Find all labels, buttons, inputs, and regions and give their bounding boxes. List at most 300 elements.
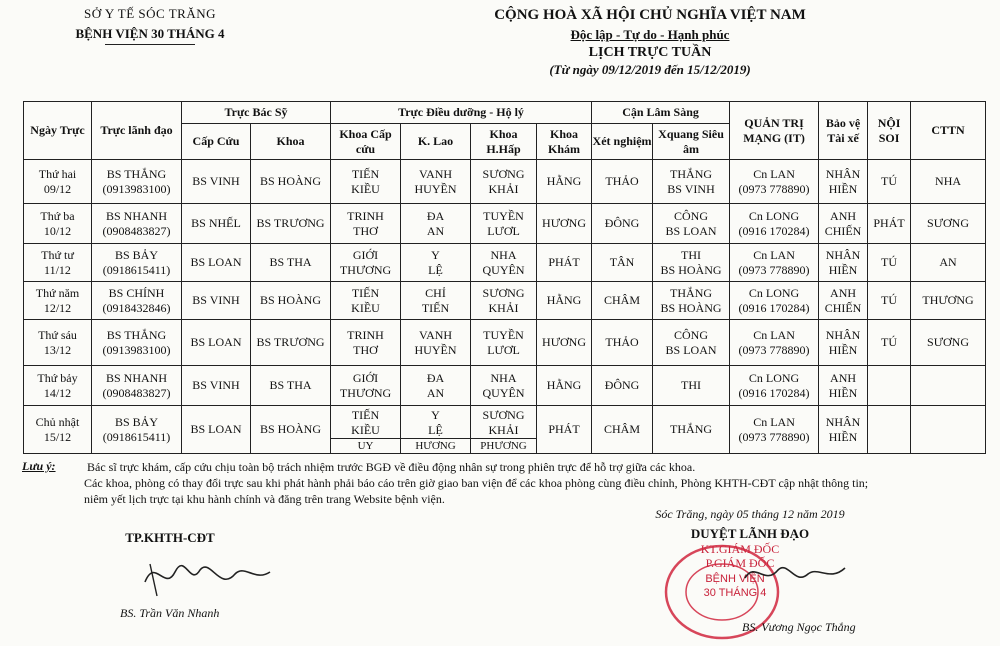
cttn-cell [911, 282, 986, 320]
xet-nghiem-cell-line: TÂN [609, 255, 635, 269]
leader-cell-line: (0918615411) [102, 262, 171, 277]
kham-cell [537, 282, 592, 320]
bao-ve-cell-line: HIỀN [828, 429, 858, 444]
dd-cap-cuu-cell-line: TIẾN [351, 166, 380, 181]
xet-nghiem-cell [592, 320, 653, 366]
xquang-cell [653, 244, 730, 282]
kham-cell [537, 204, 592, 244]
day-cell [24, 406, 92, 454]
day-cell-line: 12/12 [43, 300, 72, 315]
noi-soi-cell [868, 244, 911, 282]
org-header [30, 4, 270, 45]
col-khoa-cap-cuu: Khoa Cấp cứu [331, 124, 401, 160]
day-cell [24, 320, 92, 366]
it-cell [730, 406, 819, 454]
khoa-cell [251, 320, 331, 366]
k-lao-cell-line: AN [426, 385, 445, 400]
col-cap-cuu: Cấp Cứu [182, 124, 251, 160]
k-lao-cell-line: VANH [418, 166, 453, 181]
leader-cell-line: (0908483827) [102, 223, 171, 238]
it-cell-line: Cn LONG [748, 208, 800, 223]
bao-ve-cell [819, 366, 868, 406]
dd-cap-cuu-cell [331, 366, 401, 406]
cap-cuu-cell-line: BS VINH [192, 293, 240, 307]
day-cell-line: Thứ sáu [38, 327, 77, 342]
cap-cuu-cell [182, 160, 251, 204]
cttn-cell-line: SƯƠNG [927, 216, 970, 230]
noi-soi-cell-line: TÚ [881, 255, 898, 269]
khoa-cell-line: BS HOÀNG [260, 422, 322, 436]
it-cell [730, 320, 819, 366]
day-cell-line: 15/12 [43, 429, 72, 444]
it-cell-line: Cn LAN [753, 327, 795, 342]
noi-soi-cell [868, 406, 911, 454]
table-row [24, 320, 986, 366]
k-lao-cell [401, 320, 471, 366]
xet-nghiem-cell-line: ĐÔNG [604, 216, 640, 230]
leader-cell-line: BS NHANH [105, 370, 167, 385]
h-hap-cell-line: TUYỀN [483, 327, 524, 342]
col-quan-tri-mang: QUẢN TRỊ MẠNG (IT) [730, 102, 819, 160]
day-cell-line: Thứ tư [41, 247, 74, 262]
noi-soi-cell-line: TÚ [881, 174, 898, 188]
noi-soi-cell-line: PHÁT [873, 216, 905, 230]
col-ngay-truc: Ngày Trực [24, 102, 92, 160]
h-hap-cell-line: SƯƠNG [482, 408, 525, 422]
h-hap-cell [471, 282, 537, 320]
leader-cell-line: BS THẮNG [106, 327, 167, 342]
k-lao-cell-line: ĐA [426, 208, 445, 223]
bao-ve-cell [819, 244, 868, 282]
k-lao-cell-line: AN [426, 223, 445, 238]
note-line-3: niêm yết lịch trực tại khu hành chính và đăng trên trang Website bệnh viện. [84, 492, 445, 506]
group-dieu-duong: Trực Điều dưỡng - Hộ lý [331, 102, 592, 124]
kham-cell-line: HƯƠNG [542, 216, 587, 230]
h-hap-cell-line: SƯƠNG [482, 285, 525, 300]
table-row [24, 160, 986, 204]
xet-nghiem-cell [592, 366, 653, 406]
leader-cell [92, 320, 182, 366]
cttn-cell [911, 244, 986, 282]
day-cell-line: 13/12 [43, 342, 72, 357]
h-hap-cell [471, 320, 537, 366]
xet-nghiem-cell [592, 204, 653, 244]
kham-cell [537, 366, 592, 406]
it-cell-line: (0973 778890) [738, 262, 810, 277]
table-row [24, 406, 986, 454]
dd-cap-cuu-cell-line: THƠ [353, 223, 378, 238]
k-lao-cell-line: CHỈ [425, 285, 446, 300]
xquang-cell [653, 282, 730, 320]
day-cell-line: 11/12 [44, 262, 71, 277]
khoa-cell [251, 244, 331, 282]
col-truc-lanh-dao: Trực lãnh đạo [92, 102, 182, 160]
dd-cap-cuu-cell-line: TIẾN [351, 408, 380, 422]
k-lao-cell-line: VANH [418, 327, 453, 342]
xquang-cell-line: THẮNG [670, 285, 713, 300]
day-cell-line: Chủ nhật [35, 414, 80, 429]
h-hap-cell [471, 160, 537, 204]
it-cell-line: (0973 778890) [738, 342, 810, 357]
dd-cap-cuu-cell-line: GIỚI [352, 370, 379, 385]
kham-cell-line: HẰNG [546, 378, 582, 392]
khoa-cell-line: BS THA [269, 255, 312, 269]
noi-soi-cell [868, 204, 911, 244]
k-lao-cell-line: LỆ [428, 262, 443, 277]
xet-nghiem-cell [592, 282, 653, 320]
dd-cap-cuu-cell-line: TRINH [347, 208, 384, 223]
leader-cell [92, 160, 182, 204]
cttn-cell [911, 320, 986, 366]
table-row [24, 204, 986, 244]
left-signature-image [135, 552, 275, 600]
xquang-cell-line: THẮNG [670, 422, 713, 436]
leader-cell-line: (0913983100) [102, 342, 171, 357]
xquang-cell [653, 406, 730, 454]
cap-cuu-cell [182, 320, 251, 366]
kham-cell [537, 244, 592, 282]
leader-cell-line: (0918615411) [102, 429, 171, 444]
bao-ve-cell-line: ANH [830, 285, 857, 300]
nation-title: CỘNG HOÀ XÃ HỘI CHỦ NGHĨA VIỆT NAM [494, 7, 806, 23]
dd-cap-cuu-cell-line: THƯƠNG [339, 385, 392, 400]
it-cell [730, 160, 819, 204]
xet-nghiem-cell-line: THẢO [605, 174, 639, 188]
h-hap-cell-line: KHẢI [488, 300, 519, 315]
dd-cap-cuu-cell-line: THƠ [353, 342, 378, 357]
cttn-cell-line: AN [939, 255, 957, 269]
h-hap-cell-line: LƯƠL [487, 223, 520, 238]
xet-nghiem-cell-line: ĐÔNG [604, 378, 640, 392]
day-cell [24, 160, 92, 204]
leader-cell-line: (0918432846) [102, 300, 171, 315]
dd-cap-cuu-cell [331, 406, 401, 454]
khoa-cell-line: BS HOÀNG [260, 174, 322, 188]
k-lao-cell-line: ĐA [426, 370, 445, 385]
it-cell-line: Cn LONG [748, 370, 800, 385]
cap-cuu-cell-line: BS NHẾL [191, 216, 241, 230]
khoa-cell [251, 204, 331, 244]
xet-nghiem-cell-line: CHÂM [604, 422, 641, 436]
it-cell [730, 244, 819, 282]
bao-ve-cell [819, 406, 868, 454]
it-cell [730, 366, 819, 406]
leader-cell [92, 204, 182, 244]
dd-cap-cuu-cell [331, 282, 401, 320]
h-hap-cell-line: QUYÊN [482, 385, 525, 400]
cap-cuu-cell-line: BS LOAN [190, 255, 242, 269]
xquang-cell-line: BS LOAN [665, 223, 717, 238]
group-can-lam-sang: Cận Lâm Sàng [592, 102, 730, 124]
day-cell [24, 244, 92, 282]
h-hap-cell [471, 406, 537, 454]
bao-ve-cell [819, 282, 868, 320]
xquang-cell-line: CÔNG [674, 208, 709, 223]
xet-nghiem-cell-line: THẢO [605, 335, 639, 349]
it-cell-line: (0973 778890) [738, 181, 810, 196]
it-cell-line: (0973 778890) [738, 429, 810, 444]
cap-cuu-cell [182, 366, 251, 406]
cttn-cell-line: THƯƠNG [922, 293, 974, 307]
khoa-cell-line: BS HOÀNG [260, 293, 322, 307]
nation-header [430, 4, 870, 78]
col-noi-soi: NỘI SOI [868, 102, 911, 160]
cttn-cell-line: NHA [935, 174, 962, 188]
left-sign-title: TP.KHTH-CĐT [125, 530, 215, 545]
khoa-cell-line: BS THA [269, 378, 312, 392]
col-khoa: Khoa [251, 124, 331, 160]
kham-cell [537, 406, 592, 454]
bao-ve-cell [819, 204, 868, 244]
xet-nghiem-cell [592, 160, 653, 204]
k-lao-cell-line: Y [431, 247, 440, 262]
duty-schedule-table [23, 101, 986, 454]
kham-cell-line: HƯƠNG [542, 335, 587, 349]
kham-cell [537, 160, 592, 204]
khoa-cell [251, 366, 331, 406]
k-lao-cell-line: LỆ [428, 423, 443, 437]
col-xquang: Xquang Siêu âm [653, 124, 730, 160]
noi-soi-cell [868, 320, 911, 366]
sub-shift-cell: PHƯƠNG [471, 438, 536, 453]
it-cell-line: (0916 170284) [738, 300, 810, 315]
cttn-cell [911, 160, 986, 204]
day-cell-line: Thứ năm [35, 285, 80, 300]
day-cell-line: 09/12 [43, 181, 72, 196]
sub-shift-cell: HƯƠNG [401, 438, 470, 453]
cap-cuu-cell-line: BS LOAN [190, 422, 242, 436]
bao-ve-cell [819, 160, 868, 204]
leader-cell-line: BS BẢY [114, 414, 158, 429]
it-cell-line: Cn LAN [753, 414, 795, 429]
dd-cap-cuu-cell [331, 160, 401, 204]
khoa-cell-line: BS TRƯƠNG [256, 335, 325, 349]
kham-cell-line: HẰNG [546, 174, 582, 188]
h-hap-cell-line: NHA [490, 370, 517, 385]
group-bac-sy: Trực Bác Sỹ [182, 102, 331, 124]
org-hospital: BỆNH VIỆN 30 THÁNG 4 [75, 26, 225, 41]
k-lao-cell-line: TIẾN [421, 300, 450, 315]
xquang-cell [653, 160, 730, 204]
h-hap-cell [471, 244, 537, 282]
date-range: (Từ ngày 09/12/2019 đến 15/12/2019) [549, 62, 751, 77]
h-hap-cell-line: KHẢI [488, 181, 519, 196]
table-row [24, 244, 986, 282]
k-lao-cell-line: HUYỀN [414, 342, 457, 357]
leader-cell-line: BS CHÍNH [108, 285, 165, 300]
k-lao-cell [401, 160, 471, 204]
bao-ve-cell-line: HIỀN [828, 385, 858, 400]
bao-ve-cell-line: ANH [830, 208, 857, 223]
khoa-cell [251, 282, 331, 320]
xquang-cell-line: BS HOÀNG [660, 300, 722, 315]
day-cell [24, 366, 92, 406]
xet-nghiem-cell-line: CHÂM [604, 293, 641, 307]
note-line-2: Các khoa, phòng có thay đổi trực sau khi phát hành phải báo cáo trên giờ giao ban viện để các khoa phòng cùng điều chỉnh, Phòng KHTH-CĐT cập nhật thông tin; [84, 476, 869, 490]
table-row [24, 366, 986, 406]
right-sign-title: DUYỆT LÃNH ĐẠO [690, 526, 810, 541]
header-row-groups [24, 102, 986, 124]
col-khoa-h-hap: Khoa H.Hấp [471, 124, 537, 160]
noi-soi-cell-line: TÚ [881, 335, 898, 349]
cap-cuu-cell-line: BS VINH [192, 174, 240, 188]
kham-cell-line: PHÁT [548, 422, 580, 436]
right-sign-sub1: KT.GIÁM ĐỐC [700, 542, 780, 556]
it-cell-line: (0916 170284) [738, 385, 810, 400]
khoa-cell [251, 406, 331, 454]
col-xet-nghiem: Xét nghiệm [592, 124, 653, 160]
stamp-line-2: 30 THÁNG 4 [703, 587, 767, 599]
org-dept: SỞ Y TẾ SÓC TRĂNG [83, 6, 217, 21]
col-bao-ve: Bảo vệ Tài xế [819, 102, 868, 160]
day-cell-line: 10/12 [43, 223, 72, 238]
kham-cell-line: PHÁT [548, 255, 580, 269]
leader-cell-line: (0913983100) [102, 181, 171, 196]
stamp-line-1: BỆNH VIỆN [705, 573, 765, 585]
col-khoa-kham: Khoa Khám [537, 124, 592, 160]
khoa-cell-line: BS TRƯƠNG [256, 216, 325, 230]
leader-cell-line: BS BẢY [114, 247, 158, 262]
h-hap-cell-line: LƯƠL [487, 342, 520, 357]
h-hap-cell-line: TUYỀN [483, 208, 524, 223]
leader-cell-line: (0908483827) [102, 385, 171, 400]
bao-ve-cell [819, 320, 868, 366]
noi-soi-cell [868, 282, 911, 320]
bao-ve-cell-line: HIỀN [828, 262, 858, 277]
kham-cell [537, 320, 592, 366]
day-cell [24, 204, 92, 244]
leader-cell-line: BS NHANH [105, 208, 167, 223]
it-cell [730, 282, 819, 320]
h-hap-cell-line: NHA [490, 247, 517, 262]
cap-cuu-cell [182, 282, 251, 320]
it-cell-line: Cn LONG [748, 285, 800, 300]
col-k-lao: K. Lao [401, 124, 471, 160]
notes-label: Lưu ý: [22, 459, 56, 473]
kham-cell-line: HẰNG [546, 293, 582, 307]
col-cttn: CTTN [911, 102, 986, 160]
note-line-1: Bác sĩ trực khám, cấp cứu chịu toàn bộ trách nhiệm trước BGĐ về điều động nhân sự trong phiên trực để hỗ trợ giữa các khoa. [87, 460, 696, 474]
dd-cap-cuu-cell-line: THƯƠNG [339, 262, 392, 277]
it-cell [730, 204, 819, 244]
day-cell-line: Thứ ba [40, 208, 75, 223]
cttn-cell [911, 204, 986, 244]
dd-cap-cuu-cell [331, 320, 401, 366]
k-lao-cell-line: Y [431, 408, 440, 422]
xquang-cell [653, 320, 730, 366]
k-lao-cell [401, 406, 471, 454]
leader-cell [92, 282, 182, 320]
xet-nghiem-cell [592, 244, 653, 282]
cap-cuu-cell-line: BS VINH [192, 378, 240, 392]
right-signature-image [740, 556, 850, 592]
xquang-cell-line: THẮNG [670, 166, 713, 181]
leader-cell [92, 366, 182, 406]
cap-cuu-cell [182, 406, 251, 454]
schedule-body [24, 160, 986, 454]
sub-shift-cell: UY [331, 438, 400, 453]
xquang-cell [653, 204, 730, 244]
cttn-cell-line: SƯƠNG [927, 335, 970, 349]
dd-cap-cuu-cell [331, 244, 401, 282]
dd-cap-cuu-cell [331, 204, 401, 244]
k-lao-cell [401, 366, 471, 406]
day-cell-line: Thứ hai [38, 166, 77, 181]
org-underline [105, 44, 195, 45]
noi-soi-cell [868, 366, 911, 406]
leader-cell [92, 244, 182, 282]
day-cell-line: 14/12 [43, 385, 72, 400]
page-title: LỊCH TRỰC TUẦN [588, 45, 712, 60]
cap-cuu-cell [182, 244, 251, 282]
xquang-cell-line: THI [681, 247, 702, 262]
xquang-cell-line: BS VINH [667, 181, 715, 196]
khoa-cell [251, 160, 331, 204]
bao-ve-cell-line: ANH [830, 370, 857, 385]
dd-cap-cuu-cell-line: TRINH [347, 327, 384, 342]
cap-cuu-cell [182, 204, 251, 244]
xquang-cell-line: BS LOAN [665, 342, 717, 357]
h-hap-cell-line: KHẢI [488, 423, 519, 437]
leader-cell [92, 406, 182, 454]
h-hap-cell-line: QUYÊN [482, 262, 525, 277]
day-cell [24, 282, 92, 320]
dd-cap-cuu-cell-line: TIẾN [351, 285, 380, 300]
xquang-cell-line: THI [681, 378, 702, 392]
cap-cuu-cell-line: BS LOAN [190, 335, 242, 349]
k-lao-cell [401, 282, 471, 320]
dd-cap-cuu-cell-line: KIỀU [351, 300, 380, 315]
leader-cell-line: BS THẮNG [106, 166, 167, 181]
xquang-cell [653, 366, 730, 406]
day-cell-line: Thứ bảy [37, 370, 78, 385]
right-signer-name: BS. Vương Ngọc Thắng [742, 620, 856, 634]
place-date: Sóc Trăng, ngày 05 tháng 12 năm 2019 [655, 507, 845, 521]
cttn-cell [911, 406, 986, 454]
dd-cap-cuu-cell-line: KIỀU [351, 423, 380, 437]
it-cell-line: (0916 170284) [738, 223, 810, 238]
bao-ve-cell-line: NHÂN [825, 327, 861, 342]
bao-ve-cell-line: NHÂN [825, 247, 861, 262]
noi-soi-cell [868, 160, 911, 204]
cttn-cell [911, 366, 986, 406]
h-hap-cell [471, 204, 537, 244]
it-cell-line: Cn LAN [753, 166, 795, 181]
dd-cap-cuu-cell-line: KIỀU [351, 181, 380, 196]
bao-ve-cell-line: CHIẾN [824, 223, 862, 238]
bao-ve-cell-line: HIỀN [828, 181, 858, 196]
h-hap-cell [471, 366, 537, 406]
h-hap-cell-line: SƯƠNG [482, 166, 525, 181]
left-signer-name: BS. Trần Văn Nhanh [120, 606, 220, 620]
k-lao-cell [401, 204, 471, 244]
bao-ve-cell-line: NHÂN [825, 166, 861, 181]
bao-ve-cell-line: HIỀN [828, 342, 858, 357]
it-cell-line: Cn LAN [753, 247, 795, 262]
k-lao-cell-line: HUYỀN [414, 181, 457, 196]
dd-cap-cuu-cell-line: GIỚI [352, 247, 379, 262]
xquang-cell-line: BS HOÀNG [660, 262, 722, 277]
bao-ve-cell-line: NHÂN [825, 414, 861, 429]
noi-soi-cell-line: TÚ [881, 293, 898, 307]
right-sign-sub2: P.GIÁM ĐỐC [705, 556, 775, 570]
xet-nghiem-cell [592, 406, 653, 454]
k-lao-cell [401, 244, 471, 282]
nation-motto: Độc lập - Tự do - Hạnh phúc [570, 27, 730, 42]
xquang-cell-line: CÔNG [674, 327, 709, 342]
table-row [24, 282, 986, 320]
bao-ve-cell-line: CHIẾN [824, 300, 862, 315]
